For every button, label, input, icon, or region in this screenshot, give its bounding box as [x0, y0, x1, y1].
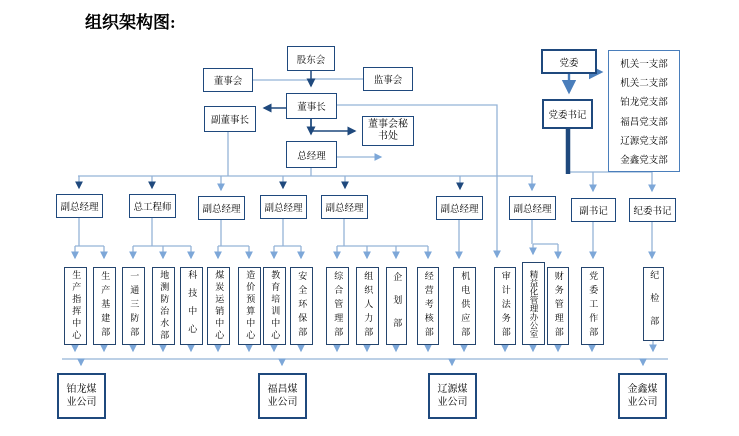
dept-box: 财务管理部	[547, 267, 569, 345]
node-deputy-secretary: 副书记	[571, 198, 616, 222]
node-deputy-gm-2: 副总经理	[198, 196, 245, 220]
dept-box: 综合管理部	[326, 267, 349, 345]
company-box: 铂龙煤业公司	[57, 373, 106, 419]
node-board: 董事会	[203, 68, 253, 92]
dept-box: 生产基建部	[93, 267, 116, 345]
company-box: 辽源煤业公司	[428, 373, 477, 419]
dept-box: 精益化管理办公室	[522, 262, 545, 345]
party-branch-item: 福昌党支部	[620, 116, 668, 128]
company-box: 金鑫煤业公司	[618, 373, 667, 419]
node-deputy-gm-1: 副总经理	[56, 194, 103, 218]
node-secretariat: 董事会秘书处	[362, 116, 414, 146]
company-box: 福昌煤业公司	[258, 373, 307, 419]
dept-box: 审计法务部	[494, 267, 516, 345]
party-branch-item: 机关二支部	[620, 78, 668, 90]
node-vice-chairman: 副董事长	[204, 106, 256, 132]
dept-box: 煤炭运销中心	[207, 267, 230, 345]
dept-box: 机电供应部	[453, 267, 476, 345]
dept-box: 纪检部	[643, 267, 664, 341]
node-general-manager: 总经理	[286, 141, 337, 168]
dept-box: 教育培训中心	[263, 267, 286, 345]
party-branch-item: 铂龙党支部	[620, 97, 668, 109]
party-branch-item: 金鑫党支部	[620, 154, 668, 166]
dept-box: 造价预算中心	[238, 267, 261, 345]
dept-box: 科技中心	[180, 267, 203, 345]
node-discipline-secretary: 纪委书记	[629, 198, 676, 222]
dept-box: 生产指挥中心	[64, 267, 87, 345]
party-branch-item: 辽源党支部	[620, 135, 668, 147]
node-deputy-gm-6: 副总经理	[509, 196, 556, 220]
dept-box: 企划部	[386, 267, 407, 345]
node-deputy-gm-4: 副总经理	[321, 195, 368, 219]
node-deputy-gm-5: 副总经理	[436, 196, 483, 220]
node-party-committee: 党委	[541, 49, 597, 74]
org-chart-title: 组织架构图:	[85, 13, 176, 32]
dept-box: 组织人力部	[356, 267, 379, 345]
dept-box: 安全环保部	[290, 267, 313, 345]
node-chief-engineer: 总工程师	[129, 194, 176, 218]
dept-box: 一通三防部	[122, 267, 145, 345]
node-chairman: 董事长	[286, 93, 337, 119]
dept-box: 党委工作部	[581, 267, 604, 345]
node-deputy-gm-3: 副总经理	[260, 195, 307, 219]
dept-box: 地测防治水部	[152, 267, 175, 345]
node-party-secretary: 党委书记	[542, 99, 593, 129]
node-supervisory: 监事会	[363, 67, 413, 91]
party-branches-box	[608, 50, 680, 172]
node-shareholders: 股东会	[287, 46, 335, 71]
dept-box: 经营考核部	[417, 267, 439, 345]
party-branch-item: 机关一支部	[620, 59, 668, 71]
